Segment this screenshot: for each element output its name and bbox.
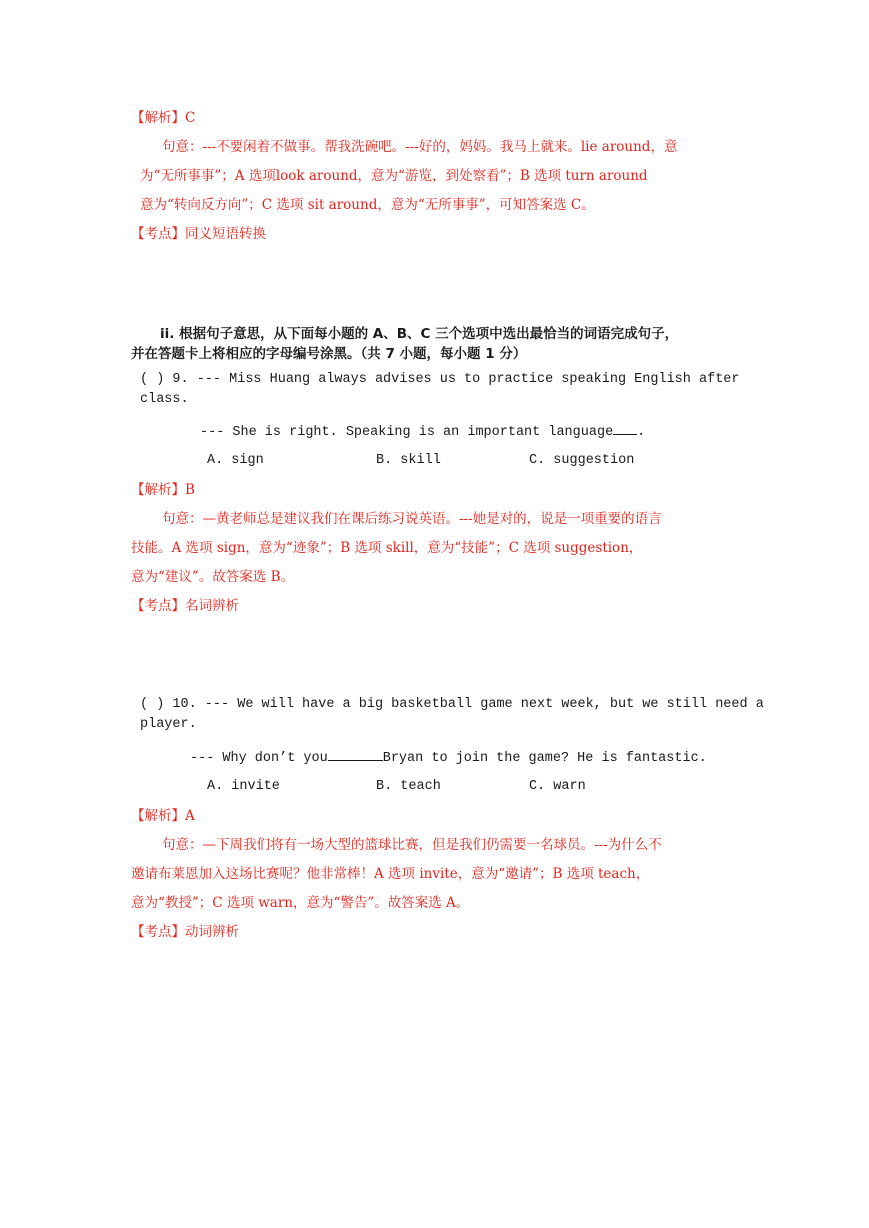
question-10-stem-cont: player. [140, 717, 197, 732]
option-a: A. invite [207, 779, 280, 794]
option-c: C. suggestion [529, 453, 635, 468]
explanation-line: 技能。A 选项 sign，意为“迹象”；B 选项 skill，意为“技能”；C 选项 suggestion， [131, 540, 643, 556]
explanation-line: 句意：—下周我们将有一场大型的篮球比赛，但是我们仍需要一名球员。---为什么不 [162, 837, 662, 853]
topic-label: 【考点】同义短语转换 [131, 226, 266, 242]
analysis-label: 【解析】A [131, 808, 195, 824]
question-9-stem: ( ) 9. --- Miss Huang always advises us to practice speaking English after [140, 372, 740, 387]
topic-label: 【考点】动词辨析 [131, 924, 239, 940]
explanation-line: 意为“转向反方向”；C 选项 sit around，意为“无所事事”，可知答案选 C。 [140, 197, 595, 213]
explanation-line: 句意：---不要闲着不做事。帮我洗碗吧。---好的，妈妈。我马上就来。lie around，意 [162, 139, 678, 155]
answer-blank [613, 420, 637, 435]
response-text: --- She is right. Speaking is an important language [200, 425, 614, 440]
explanation-line: 为“无所事事”；A 选项look around，意为“游览，到处察看”；B 选项 turn around [140, 168, 648, 184]
question-9-response [200, 420, 645, 443]
explanation-line: 邀请布莱恩加入这场比赛呢？他非常棒！A 选项 invite，意为“邀请”；B 选项 teach， [131, 866, 650, 882]
section-heading: 并在答题卡上将相应的字母编号涂黑。（共 7 小题，每小题 1 分） [131, 346, 527, 362]
answer-blank [328, 746, 383, 761]
question-10-stem: ( ) 10. --- We will have a big basketball game next week, but we still need a [140, 697, 764, 712]
option-b: B. teach [376, 779, 441, 794]
response-text: --- Why don’t you [190, 751, 328, 766]
explanation-line: 意为“建议”。故答案选 B。 [131, 569, 295, 585]
section-heading: ii. 根据句子意思，从下面每小题的 A、B、C 三个选项中选出最恰当的词语完成句子， [160, 326, 679, 342]
explanation-line: 意为“教授”；C 选项 warn，意为“警告”。故答案选 A。 [131, 895, 470, 911]
question-9-stem-cont: class. [140, 392, 189, 407]
option-c: C. warn [529, 779, 586, 794]
question-10-response [190, 746, 707, 769]
topic-label: 【考点】名词辨析 [131, 598, 239, 614]
response-end: . [637, 425, 646, 440]
option-a: A. sign [207, 453, 264, 468]
response-end: Bryan to join the game? He is fantastic. [382, 751, 707, 766]
analysis-label: 【解析】C [131, 110, 196, 126]
explanation-line: 句意：—黄老师总是建议我们在课后练习说英语。---她是对的，说是一项重要的语言 [162, 511, 662, 527]
option-b: B. skill [376, 453, 441, 468]
analysis-label: 【解析】B [131, 482, 195, 498]
